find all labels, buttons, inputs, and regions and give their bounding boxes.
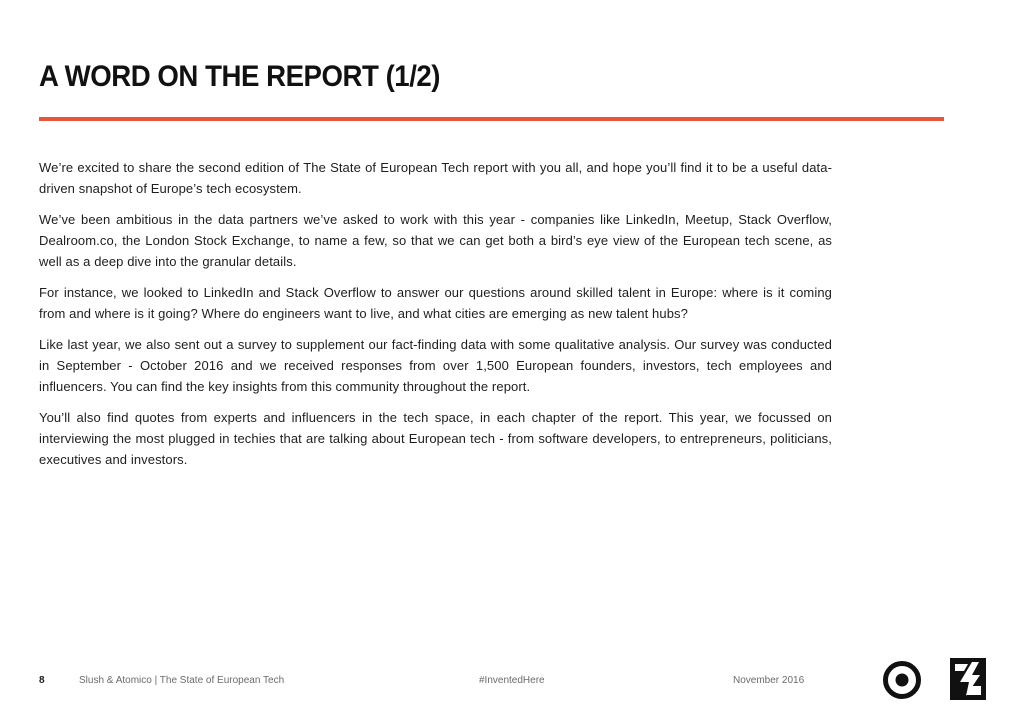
body-text — [39, 157, 832, 480]
paragraph-intro: We’re excited to share the second edition of The State of European Tech report with you all, and hope you’ll find it to be a useful data-driven snapshot of Europe’s tech ecosystem. — [39, 160, 832, 196]
page-title: A WORD ON THE REPORT (1/2) — [39, 60, 441, 93]
title-divider — [39, 117, 944, 121]
page-footer — [0, 670, 1024, 694]
atomico-logo-icon — [950, 658, 986, 700]
footer-hashtag: #InventedHere — [479, 675, 545, 686]
paragraph-data-partners: We’ve been ambitious in the data partners we’ve asked to work with this year - companies like LinkedIn, Meetup, Stack Overflow, Dealroom.co, the London Stock Exchange, to name a few, so that we can get both a bird’s eye view of the European tech scene, as well as a deep dive into the granular details. — [39, 212, 832, 269]
paragraph-talent: For instance, we looked to LinkedIn and Stack Overflow to answer our questions around skilled talent in Europe: where is it coming from and where is it going? Where do engineers want to live, and what cities are emerging as new talent hubs? — [39, 285, 832, 321]
footer-date: November 2016 — [733, 675, 805, 686]
page-number: 8 — [39, 675, 45, 686]
slush-logo-icon — [882, 660, 922, 700]
paragraph-quotes: You’ll also find quotes from experts and influencers in the tech space, in each chapter of the report. This year, we focussed on interviewing the most plugged in techies that are talking about European tech - from software developers, to entrepreneurs, politicians, executives and investors. — [39, 410, 832, 467]
footer-source: Slush & Atomico | The State of European Tech — [79, 675, 285, 686]
paragraph-survey: Like last year, we also sent out a survey to supplement our fact-finding data with some qualitative analysis. Our survey was conducted in September - October 2016 and we received responses from over 1,500 European founders, investors, tech employees and influencers. You can find the key insights from this community throughout the report. — [39, 337, 832, 394]
